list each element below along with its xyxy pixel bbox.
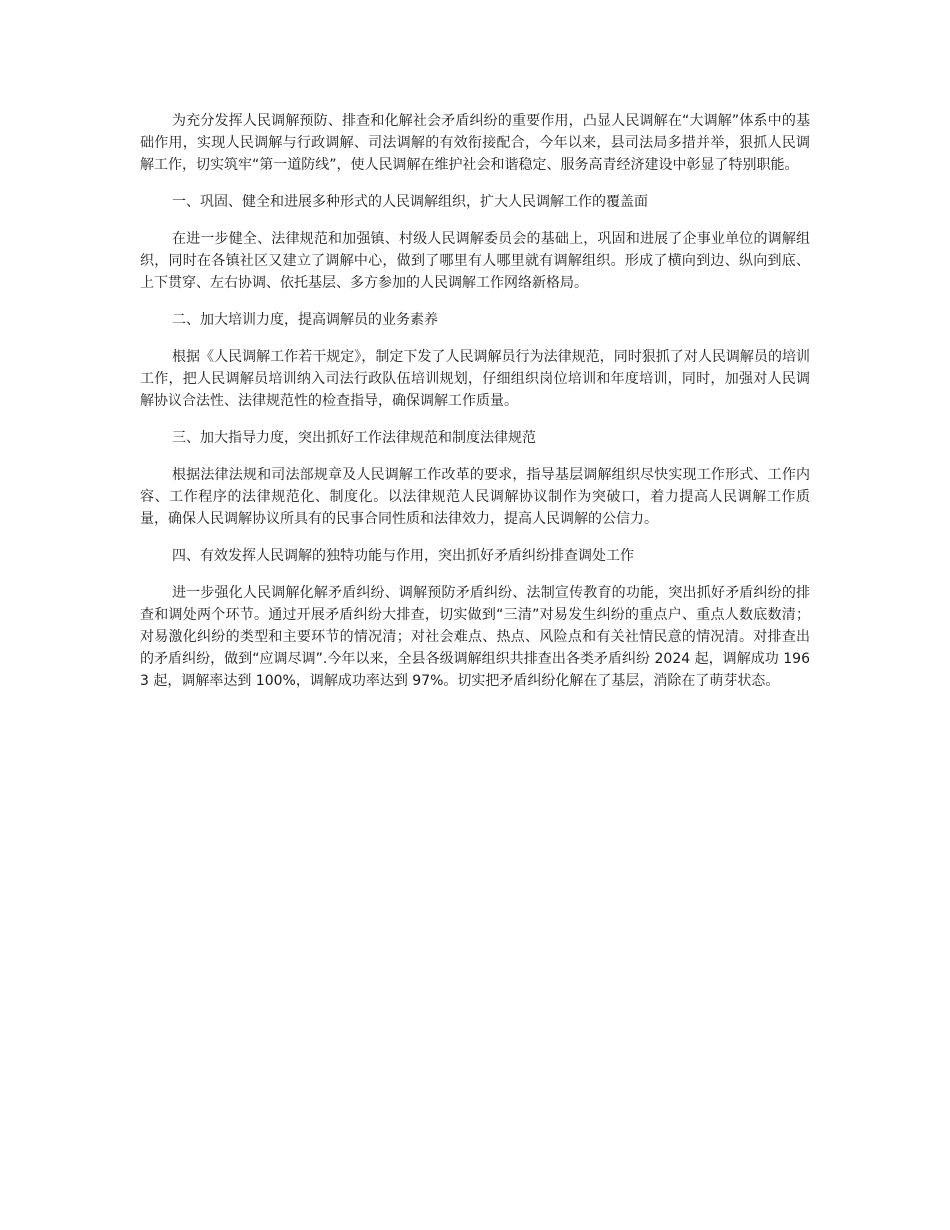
section-heading-4: 四、有效发挥人民调解的独特功能与作用，突出抓好矛盾纠纷排查调处工作 <box>172 548 634 564</box>
section-paragraph-1: 在进一步健全、法律规范和加强镇、村级人民调解委员会的基础上，巩固和进展了企事业单位的调解组织，同时在各镇社区又建立了调解中心，做到了哪里有人哪里就有调解组织。形成了横向到边、纵向到底、上下贯穿、左右协调、依托基层、多方参加的人民调解工作网络新格局。 <box>140 231 810 291</box>
section-heading-1: 一、巩固、健全和进展多种形式的人民调解组织，扩大人民调解工作的覆盖面 <box>172 194 648 210</box>
intro-paragraph: 为充分发挥人民调解预防、排查和化解社会矛盾纠纷的重要作用，凸显人民调解在“大调解”体系中的基础作用，实现人民调解与行政调解、司法调解的有效衔接配合，今年以来，县司法局多措并举，狠抓人民调解工作，切实筑牢“第一道防线”，使人民调解在维护社会和谐稳定、服务高青经济建设中彰显了特别职能。 <box>140 113 810 173</box>
section-heading-2: 二、加大培训力度，提高调解员的业务素养 <box>172 312 438 328</box>
section-paragraph-2: 根据《人民调解工作若干规定》，制定下发了人民调解员行为法律规范，同时狠抓了对人民调解员的培训工作，把人民调解员培训纳入司法行政队伍培训规划，仔细组织岗位培训和年度培训，同时，加强对人民调解协议合法性、法律规范性的检查指导，确保调解工作质量。 <box>140 349 810 409</box>
section-paragraph-4: 进一步强化人民调解化解矛盾纠纷、调解预防矛盾纠纷、法制宣传教育的功能，突出抓好矛盾纠纷的排查和调处两个环节。通过开展矛盾纠纷大排查，切实做到“三清”对易发生纠纷的重点户、重点人数底数清；对易激化纠纷的类型和主要环节的情况清；对社会难点、热点、风险点和有关社情民意的情况清。对排查出的矛盾纠纷，做到“应调尽调”.今年以来，全县各级调解组织共排查出各类矛盾纠纷 2024 起，调解成功 1963 起，调解率达到 100%，调解成功率达到 97%。切实把矛盾纠纷化解在了基层，消除在了萌芽状态。 <box>140 585 810 689</box>
section-heading-3: 三、加大指导力度，突出抓好工作法律规范和制度法律规范 <box>172 430 536 446</box>
document-body <box>140 110 810 707</box>
section-paragraph-3: 根据法律法规和司法部规章及人民调解工作改革的要求，指导基层调解组织尽快实现工作形式、工作内容、工作程序的法律规范化、制度化。以法律规范人民调解协议制作为突破口，着力提高人民调解工作质量，确保人民调解协议所具有的民事合同性质和法律效力，提高人民调解的公信力。 <box>140 467 810 527</box>
